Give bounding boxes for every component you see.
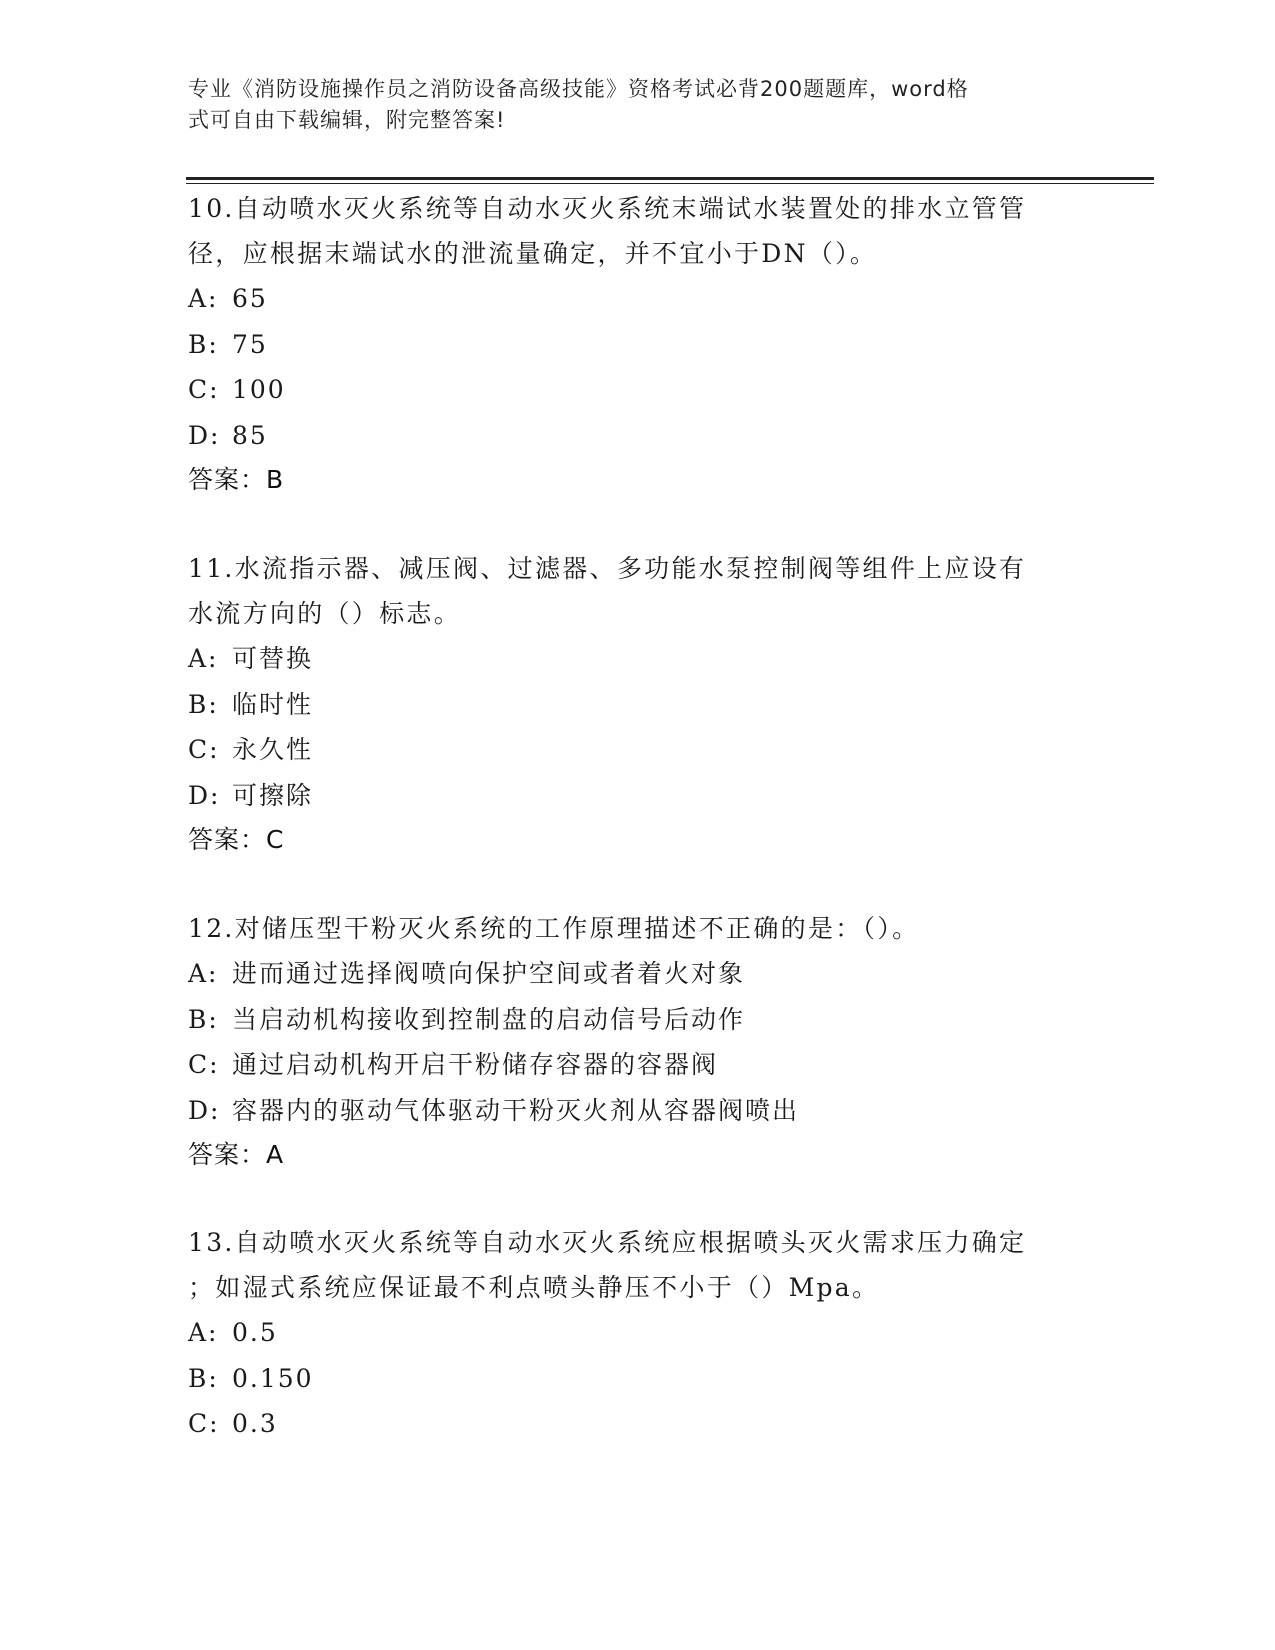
option-key: B: <box>188 1004 219 1034</box>
option-b <box>188 997 1088 1043</box>
question-12 <box>188 906 1088 1177</box>
option-text: 65 <box>232 284 268 313</box>
question-stem-line-2: ；如湿式系统应保证最不利点喷头静压不小于（）Mpa。 <box>188 1273 880 1302</box>
option-key: B: <box>188 689 219 719</box>
question-stem <box>188 546 1088 636</box>
option-b <box>188 1356 1088 1402</box>
option-text: 可替换 <box>232 644 314 673</box>
option-text: 进而通过选择阀喷向保护空间或者着火对象 <box>232 959 746 988</box>
question-stem-line-1: 12.对储压型干粉灭火系统的工作原理描述不正确的是：（）。 <box>188 914 920 943</box>
question-stem-line-1: 11.水流指示器、减压阀、过滤器、多功能水泵控制阀等组件上应设有 <box>188 554 1027 583</box>
option-a <box>188 951 1088 997</box>
option-a <box>188 276 1088 322</box>
header-line-2: 式可自由下载编辑，附完整答案! <box>188 108 506 132</box>
option-text: 0.5 <box>232 1318 278 1347</box>
answer: 答案：C <box>188 825 285 854</box>
question-stem-line-1: 13.自动喷水灭火系统等自动水灭火系统应根据喷头灭火需求压力确定 <box>188 1228 1027 1257</box>
question-10 <box>188 186 1088 502</box>
question-stem <box>188 186 1088 276</box>
option-text: 永久性 <box>232 735 314 764</box>
option-b <box>188 322 1088 368</box>
option-key: C: <box>188 735 220 764</box>
question-stem-line-2: 水流方向的（）标志。 <box>188 599 462 628</box>
option-key: D: <box>188 780 221 810</box>
option-c <box>188 367 1088 413</box>
answer: 答案：A <box>188 1140 285 1169</box>
question-11 <box>188 546 1088 862</box>
option-a <box>188 636 1088 682</box>
option-key: D: <box>188 420 221 450</box>
header-divider-thick <box>186 177 1154 180</box>
option-key: C: <box>188 375 220 404</box>
option-text: 100 <box>232 375 286 404</box>
option-key: C: <box>188 1409 220 1438</box>
option-key: A: <box>188 284 219 313</box>
option-key: A: <box>188 644 219 673</box>
option-text: 临时性 <box>232 689 314 719</box>
question-stem-line-1: 10.自动喷水灭火系统等自动水灭火系统末端试水装置处的排水立管管 <box>188 194 1027 223</box>
answer: 答案：B <box>188 465 285 494</box>
option-c <box>188 727 1088 773</box>
option-text: 可擦除 <box>232 780 314 810</box>
option-key: C: <box>188 1050 220 1079</box>
option-text: 85 <box>232 420 268 450</box>
option-text: 0.3 <box>232 1409 278 1438</box>
option-text: 通过启动机构开启干粉储存容器的容器阀 <box>232 1050 719 1079</box>
option-a <box>188 1310 1088 1356</box>
option-key: B: <box>188 1363 219 1393</box>
option-c <box>188 1401 1088 1447</box>
question-stem-line-2: 径，应根据末端试水的泄流量确定，并不宜小于DN（）。 <box>188 239 878 268</box>
question-stem <box>188 906 1088 951</box>
option-b <box>188 682 1088 728</box>
option-text: 0.150 <box>232 1363 314 1393</box>
question-13 <box>188 1220 1088 1447</box>
option-c <box>188 1042 1088 1088</box>
document-header <box>188 74 1068 136</box>
option-d <box>188 773 1088 819</box>
option-text: 75 <box>232 329 268 359</box>
header-divider-thin <box>186 183 1154 184</box>
option-key: D: <box>188 1095 221 1125</box>
option-text: 当启动机构接收到控制盘的启动信号后动作 <box>232 1004 746 1034</box>
option-text: 容器内的驱动气体驱动干粉灭火剂从容器阀喷出 <box>232 1095 800 1125</box>
option-key: A: <box>188 1318 219 1347</box>
option-d <box>188 1088 1088 1134</box>
question-stem <box>188 1220 1088 1310</box>
header-line-1: 专业《消防设施操作员之消防设备高级技能》资格考试必背200题题库，word格 <box>188 77 969 101</box>
option-key: A: <box>188 959 219 988</box>
option-d <box>188 413 1088 459</box>
option-key: B: <box>188 329 219 359</box>
